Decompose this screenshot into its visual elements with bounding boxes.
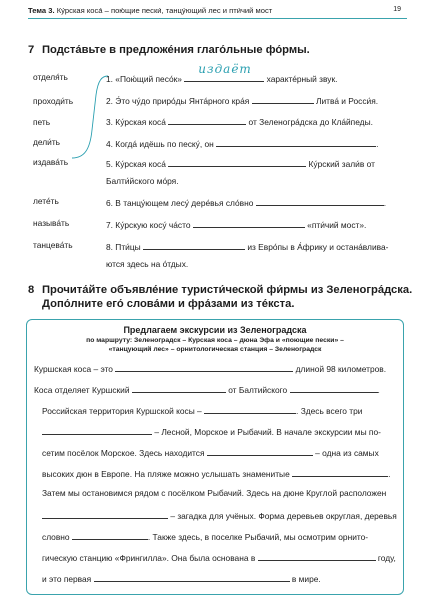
sentence-4: 4. Когда́ идёшь по песку́, он .	[106, 139, 379, 149]
ad-line-3: Российская территория Куршской косы – . Здесь всего три	[42, 406, 363, 416]
task-7-number: 7	[28, 44, 35, 56]
ad-blank-3[interactable]	[290, 383, 378, 393]
topic-label: Тема 3.	[28, 6, 55, 15]
ad-blank-9[interactable]	[72, 530, 148, 540]
ad-blank-6[interactable]	[207, 446, 313, 456]
ad-line-2: Коса отделяет Куршский от Балтийского .	[34, 385, 380, 395]
ad-blank-1[interactable]	[115, 362, 293, 372]
answer-field-4[interactable]	[216, 137, 376, 147]
sentence-5: 5. Ку́рская коса́ Ку́рский зали́в от	[106, 159, 375, 169]
verb-delit: дели́ть	[33, 137, 61, 147]
ad-blank-10[interactable]	[258, 551, 376, 561]
verb-letet: лете́ть	[33, 196, 59, 206]
ad-subtitle-2: «танцующий лес» – орнитологическая станция – Зеленоградск	[108, 346, 322, 353]
sentence-5-cont: Балти́йского мо́ря.	[106, 176, 179, 186]
ad-blank-11[interactable]	[94, 572, 290, 582]
handwritten-answer: издаёт	[198, 62, 252, 76]
verb-izdavat: издава́ть	[33, 157, 69, 167]
ad-blank-5[interactable]	[42, 425, 152, 435]
ad-blank-2[interactable]	[132, 383, 226, 393]
task-8-instruction-1: Прочита́йте объявле́ние туристи́ческой фи́рмы из Зеленогра́дска.	[42, 284, 413, 296]
advertisement-box	[26, 319, 404, 595]
ad-line-6: высоких дюн в Европе. На пляже можно услышать знаменитые .	[42, 469, 391, 479]
answer-field-6[interactable]	[256, 196, 384, 206]
sentence-3: 3. Ку́рская коса́ от Зеленогра́дска до Кла́йпеды.	[106, 117, 373, 127]
sentence-6: 6. В танцу́ющем лесу́ дере́вья сло́вно .	[106, 198, 387, 208]
ad-blank-4[interactable]	[204, 404, 296, 414]
sentence-7: 7. Ку́рскую косу́ ча́сто «пти́чий мост».	[106, 220, 367, 230]
verb-prokhodit: проходи́ть	[33, 96, 74, 106]
ad-line-10: гическую станцию «Фрингилла». Она была основана в году,	[42, 553, 396, 563]
ad-blank-7[interactable]	[292, 467, 388, 477]
ad-line-8: – загадка для учёных. Форма деревьев округлая, деревья	[42, 509, 397, 521]
ad-blank-8[interactable]	[42, 509, 168, 519]
ad-subtitle-1: по маршруту: Зеленоградск – Курская коса – дюна Эфа и «поющие пески» –	[86, 337, 344, 344]
verb-pet: петь	[33, 117, 51, 127]
answer-field-7[interactable]	[193, 218, 305, 228]
task-8-number: 8	[28, 284, 35, 296]
ad-line-7: Затем мы остановимся рядом с посёлком Рыбачий. Здесь на дюне Круглой расположен	[42, 488, 387, 498]
verb-otdelyat: отделя́ть	[33, 72, 68, 82]
answer-field-2[interactable]	[252, 94, 314, 104]
ad-line-5: сетим посёлок Морское. Здесь находится – одна из самых	[42, 448, 379, 458]
task-8-instruction-2: Допо́лните его́ слова́ми и фра́зами из те́кста.	[42, 298, 295, 310]
answer-field-5[interactable]	[168, 157, 306, 167]
sentence-8-cont: ются здесь на о́тдых.	[106, 259, 189, 269]
ad-line-11: и это первая в мире.	[42, 574, 321, 584]
verb-nazyvat: называ́ть	[33, 218, 70, 228]
task-8-heading	[28, 283, 412, 311]
topic-title: Ку́рская коса́ – пою́щие пески́, танцу́ющий лес и пти́чий мост	[56, 6, 273, 15]
verb-tantsevat: танцева́ть	[33, 240, 73, 250]
ad-line-9: словно . Также здесь, в поселке Рыбачий, мы осмотрим орнито-	[42, 532, 369, 542]
task-7-instruction: Подста́вьте в предложе́ния глаго́льные фо́рмы.	[42, 44, 310, 56]
page-number: 19	[393, 6, 401, 13]
answer-field-3[interactable]	[168, 115, 246, 125]
ad-line-1: Куршская коса – это длиной 98 километров.	[34, 364, 387, 374]
sentence-2: 2. Э́то чу́до приро́ды Янта́рного кра́я Литва́ и Росси́я.	[106, 96, 379, 106]
sentence-8: 8. Пти́цы из Евро́пы в А́фрику и остана́влива-	[106, 242, 389, 252]
answer-field-1[interactable]	[184, 62, 264, 82]
ad-title: Предлагаем экскурсии из Зеленоградска	[123, 325, 307, 335]
answer-field-8[interactable]	[143, 240, 245, 250]
sentence-1: 1. «Пою́щий песо́к» издаёт характе́рный звук.	[106, 62, 338, 84]
ad-line-4: – Лесной, Морское и Рыбачий. В начале экскурсии мы по-	[42, 425, 381, 437]
